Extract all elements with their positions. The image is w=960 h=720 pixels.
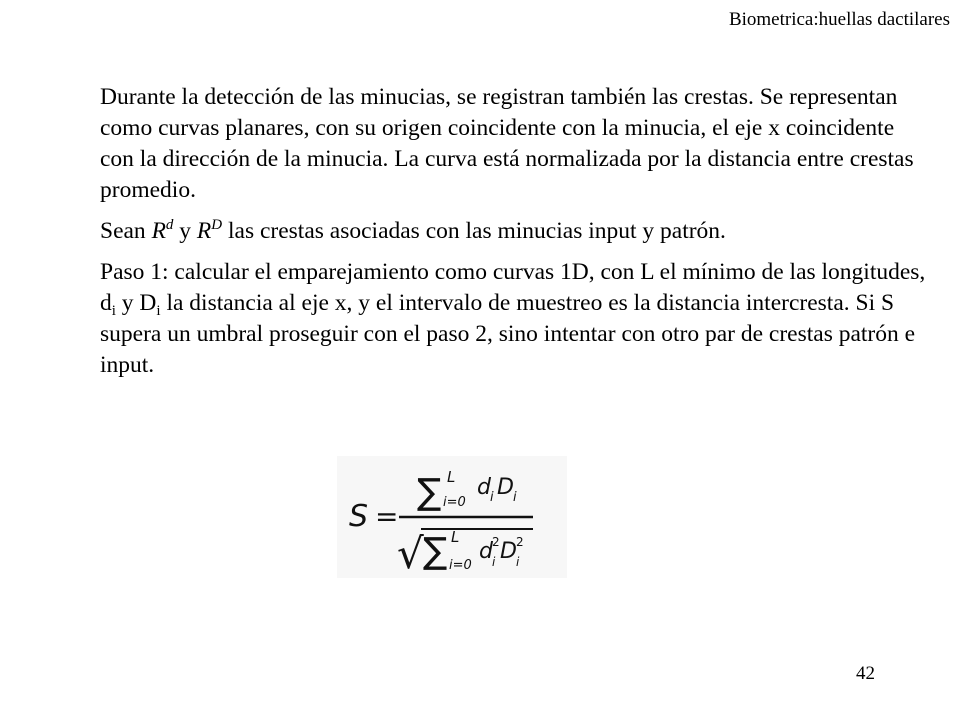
d-subscript: i: [111, 303, 116, 319]
numerator-d-subscript: i: [490, 490, 494, 505]
slide-body: [100, 82, 930, 396]
formula-equals: =: [375, 500, 399, 533]
denominator-D-superscript: 2: [516, 535, 524, 549]
p3-part-b: y D: [115, 290, 157, 316]
slide-title: Biometrica:huellas dactilares: [728, 9, 950, 30]
denominator-d-subscript: i: [492, 555, 496, 569]
numerator-D-subscript: i: [513, 490, 517, 505]
numerator-sigma: ∑: [417, 472, 442, 513]
ridge-template-symbol: R: [196, 218, 212, 244]
paragraph-ridge-definitions: [100, 216, 930, 247]
p3-part-c: la distancia al eje x, y el intervalo de muestreo es la distancia intercresta. Si S supera un umbral proseguir con el paso 2, sino intentar con otro par de crestas patrón e input.: [100, 290, 916, 378]
numerator-d: d: [477, 475, 491, 500]
p2-mid: y: [173, 218, 197, 244]
denominator-sigma: ∑: [423, 531, 448, 572]
p3-part-a: Paso 1: calcular el emparejamiento como curvas 1D, con L el mínimo de las longitudes, d: [100, 259, 926, 316]
ridge-template-superscript: D: [211, 217, 223, 233]
paragraph-ridges-description: Durante la detección de las minucias, se registran también las crestas. Se representan como curvas planares, con su origen coincidente con la minucia, el eje x coincidente con la dirección de la minucia. La curva está normalizada por la distancia entre crestas promedio.: [100, 84, 914, 203]
p2-suffix: las crestas asociadas con las minucias input y patrón.: [222, 218, 726, 244]
numerator-lower-limit: i=0: [443, 495, 466, 510]
denominator-upper-limit: L: [451, 528, 460, 546]
denominator-d-superscript: 2: [492, 535, 500, 549]
paragraph-step-one: [100, 257, 930, 381]
ridge-input-superscript: d: [165, 217, 174, 233]
denominator-lower-limit: i=0: [449, 558, 472, 573]
formula-lhs: S: [349, 499, 369, 534]
numerator-upper-limit: L: [447, 468, 456, 486]
numerator-D: D: [497, 475, 514, 500]
p2-prefix: Sean: [100, 218, 152, 244]
sqrt-symbol: √: [397, 529, 424, 578]
D-subscript: i: [156, 303, 161, 319]
page-number: 42: [856, 663, 875, 684]
denominator-D-subscript: i: [516, 555, 520, 569]
similarity-formula: [337, 456, 567, 578]
ridge-input-symbol: R: [151, 218, 166, 244]
denominator-D: D: [500, 539, 517, 564]
denominator-d: d: [479, 539, 493, 564]
